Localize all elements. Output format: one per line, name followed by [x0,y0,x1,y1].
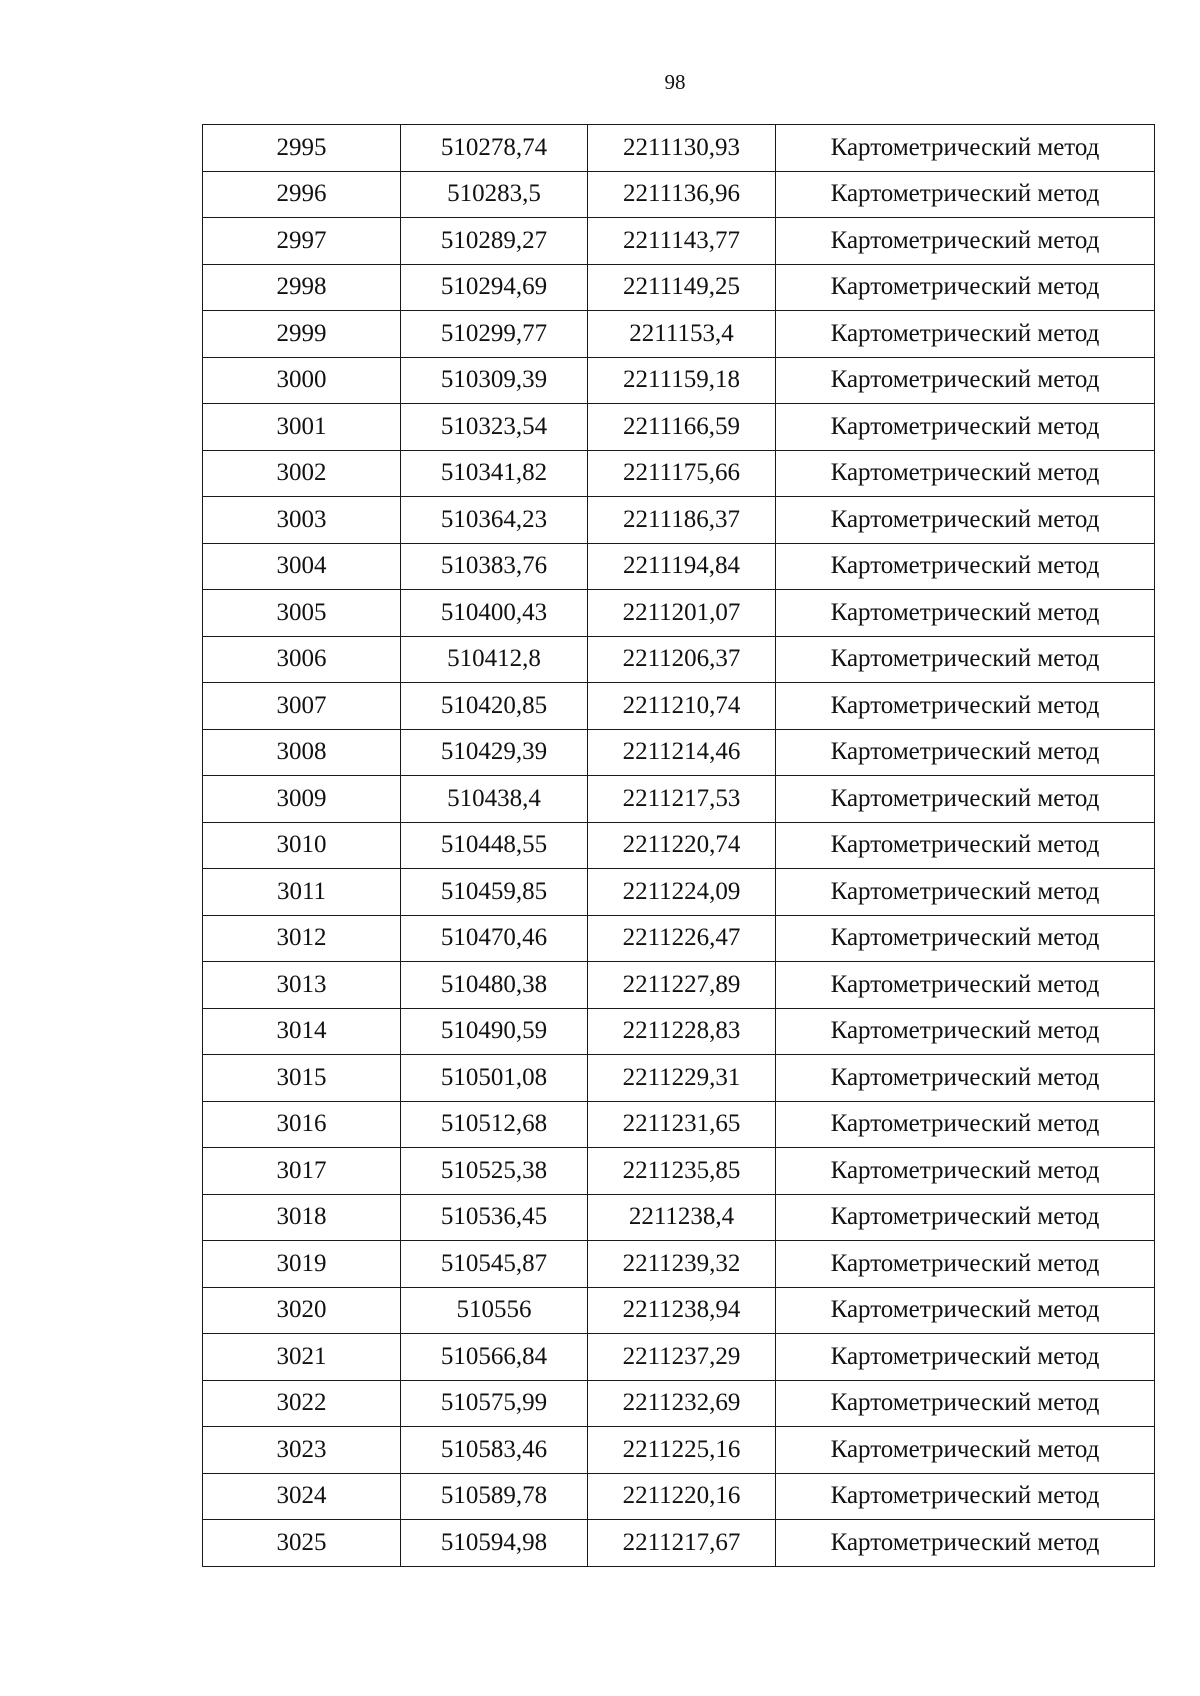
point-number-cell: 3016 [203,1101,401,1148]
x-coordinate-cell: 510470,46 [401,915,588,962]
method-cell: Картометрический метод [776,171,1155,218]
point-number-cell: 3011 [203,869,401,916]
point-number-cell: 3015 [203,1055,401,1102]
y-coordinate-cell: 2211210,74 [588,683,776,730]
method-cell: Картометрический метод [776,125,1155,172]
coordinates-table [202,124,1155,1567]
y-coordinate-cell: 2211231,65 [588,1101,776,1148]
y-coordinate-cell: 2211166,59 [588,404,776,451]
x-coordinate-cell: 510556 [401,1287,588,1334]
method-cell: Картометрический метод [776,1008,1155,1055]
point-number-cell: 3021 [203,1334,401,1381]
x-coordinate-cell: 510294,69 [401,264,588,311]
x-coordinate-cell: 510341,82 [401,450,588,497]
table-row [203,822,1155,869]
table-row [203,683,1155,730]
point-number-cell: 3025 [203,1520,401,1567]
x-coordinate-cell: 510459,85 [401,869,588,916]
x-coordinate-cell: 510566,84 [401,1334,588,1381]
x-coordinate-cell: 510583,46 [401,1427,588,1474]
method-cell: Картометрический метод [776,869,1155,916]
x-coordinate-cell: 510536,45 [401,1194,588,1241]
x-coordinate-cell: 510283,5 [401,171,588,218]
table-row [203,311,1155,358]
y-coordinate-cell: 2211143,77 [588,218,776,265]
method-cell: Картометрический метод [776,822,1155,869]
y-coordinate-cell: 2211238,4 [588,1194,776,1241]
x-coordinate-cell: 510575,99 [401,1380,588,1427]
method-cell: Картометрический метод [776,1427,1155,1474]
y-coordinate-cell: 2211224,09 [588,869,776,916]
x-coordinate-cell: 510278,74 [401,125,588,172]
x-coordinate-cell: 510525,38 [401,1148,588,1195]
table-row [203,590,1155,637]
y-coordinate-cell: 2211227,89 [588,962,776,1009]
method-cell: Картометрический метод [776,1148,1155,1195]
x-coordinate-cell: 510501,08 [401,1055,588,1102]
table-row [203,1008,1155,1055]
y-coordinate-cell: 2211159,18 [588,357,776,404]
y-coordinate-cell: 2211226,47 [588,915,776,962]
point-number-cell: 3022 [203,1380,401,1427]
table-row [203,962,1155,1009]
method-cell: Картометрический метод [776,1241,1155,1288]
y-coordinate-cell: 2211214,46 [588,729,776,776]
point-number-cell: 3001 [203,404,401,451]
method-cell: Картометрический метод [776,683,1155,730]
y-coordinate-cell: 2211235,85 [588,1148,776,1195]
table-row [203,125,1155,172]
point-number-cell: 3007 [203,683,401,730]
point-number-cell: 2996 [203,171,401,218]
table-row [203,636,1155,683]
table-row [203,729,1155,776]
point-number-cell: 2998 [203,264,401,311]
method-cell: Картометрический метод [776,729,1155,776]
table-row [203,1241,1155,1288]
point-number-cell: 2999 [203,311,401,358]
x-coordinate-cell: 510400,43 [401,590,588,637]
point-number-cell: 3000 [203,357,401,404]
y-coordinate-cell: 2211175,66 [588,450,776,497]
table-row [203,1287,1155,1334]
point-number-cell: 3014 [203,1008,401,1055]
method-cell: Картометрический метод [776,1334,1155,1381]
x-coordinate-cell: 510364,23 [401,497,588,544]
x-coordinate-cell: 510480,38 [401,962,588,1009]
point-number-cell: 2997 [203,218,401,265]
point-number-cell: 3009 [203,776,401,823]
method-cell: Картометрический метод [776,404,1155,451]
point-number-cell: 3002 [203,450,401,497]
x-coordinate-cell: 510420,85 [401,683,588,730]
x-coordinate-cell: 510383,76 [401,543,588,590]
y-coordinate-cell: 2211149,25 [588,264,776,311]
table-row [203,1427,1155,1474]
point-number-cell: 3017 [203,1148,401,1195]
table-row [203,1148,1155,1195]
point-number-cell: 3018 [203,1194,401,1241]
point-number-cell: 3008 [203,729,401,776]
coordinates-table-body [203,125,1155,1567]
x-coordinate-cell: 510429,39 [401,729,588,776]
x-coordinate-cell: 510448,55 [401,822,588,869]
y-coordinate-cell: 2211217,53 [588,776,776,823]
method-cell: Картометрический метод [776,357,1155,404]
point-number-cell: 3020 [203,1287,401,1334]
point-number-cell: 3013 [203,962,401,1009]
x-coordinate-cell: 510490,59 [401,1008,588,1055]
y-coordinate-cell: 2211232,69 [588,1380,776,1427]
y-coordinate-cell: 2211228,83 [588,1008,776,1055]
table-row [203,404,1155,451]
x-coordinate-cell: 510545,87 [401,1241,588,1288]
point-number-cell: 2995 [203,125,401,172]
method-cell: Картометрический метод [776,636,1155,683]
y-coordinate-cell: 2211239,32 [588,1241,776,1288]
y-coordinate-cell: 2211206,37 [588,636,776,683]
table-row [203,171,1155,218]
point-number-cell: 3005 [203,590,401,637]
table-row [203,869,1155,916]
y-coordinate-cell: 2211238,94 [588,1287,776,1334]
x-coordinate-cell: 510309,39 [401,357,588,404]
y-coordinate-cell: 2211225,16 [588,1427,776,1474]
method-cell: Картометрический метод [776,264,1155,311]
table-row [203,543,1155,590]
point-number-cell: 3023 [203,1427,401,1474]
method-cell: Картометрический метод [776,218,1155,265]
table-row [203,1055,1155,1102]
table-row [203,1194,1155,1241]
x-coordinate-cell: 510289,27 [401,218,588,265]
method-cell: Картометрический метод [776,1473,1155,1520]
point-number-cell: 3024 [203,1473,401,1520]
point-number-cell: 3003 [203,497,401,544]
x-coordinate-cell: 510512,68 [401,1101,588,1148]
table-row [203,776,1155,823]
table-row [203,218,1155,265]
y-coordinate-cell: 2211217,67 [588,1520,776,1567]
y-coordinate-cell: 2211153,4 [588,311,776,358]
y-coordinate-cell: 2211130,93 [588,125,776,172]
point-number-cell: 3004 [203,543,401,590]
method-cell: Картометрический метод [776,1055,1155,1102]
y-coordinate-cell: 2211229,31 [588,1055,776,1102]
x-coordinate-cell: 510323,54 [401,404,588,451]
method-cell: Картометрический метод [776,590,1155,637]
x-coordinate-cell: 510299,77 [401,311,588,358]
point-number-cell: 3019 [203,1241,401,1288]
point-number-cell: 3012 [203,915,401,962]
method-cell: Картометрический метод [776,1194,1155,1241]
page-number: 98 [664,70,686,94]
y-coordinate-cell: 2211194,84 [588,543,776,590]
method-cell: Картометрический метод [776,543,1155,590]
method-cell: Картометрический метод [776,962,1155,1009]
table-row [203,1380,1155,1427]
method-cell: Картометрический метод [776,450,1155,497]
method-cell: Картометрический метод [776,776,1155,823]
table-row [203,357,1155,404]
method-cell: Картометрический метод [776,1287,1155,1334]
table-row [203,1334,1155,1381]
x-coordinate-cell: 510594,98 [401,1520,588,1567]
table-row [203,1101,1155,1148]
method-cell: Картометрический метод [776,1380,1155,1427]
method-cell: Картометрический метод [776,915,1155,962]
table-row [203,450,1155,497]
table-row [203,1520,1155,1567]
y-coordinate-cell: 2211136,96 [588,171,776,218]
x-coordinate-cell: 510412,8 [401,636,588,683]
method-cell: Картометрический метод [776,1520,1155,1567]
y-coordinate-cell: 2211220,16 [588,1473,776,1520]
point-number-cell: 3010 [203,822,401,869]
y-coordinate-cell: 2211201,07 [588,590,776,637]
method-cell: Картометрический метод [776,497,1155,544]
table-row [203,497,1155,544]
y-coordinate-cell: 2211186,37 [588,497,776,544]
method-cell: Картометрический метод [776,311,1155,358]
y-coordinate-cell: 2211220,74 [588,822,776,869]
table-row [203,915,1155,962]
method-cell: Картометрический метод [776,1101,1155,1148]
table-row [203,1473,1155,1520]
x-coordinate-cell: 510589,78 [401,1473,588,1520]
table-row [203,264,1155,311]
x-coordinate-cell: 510438,4 [401,776,588,823]
y-coordinate-cell: 2211237,29 [588,1334,776,1381]
point-number-cell: 3006 [203,636,401,683]
